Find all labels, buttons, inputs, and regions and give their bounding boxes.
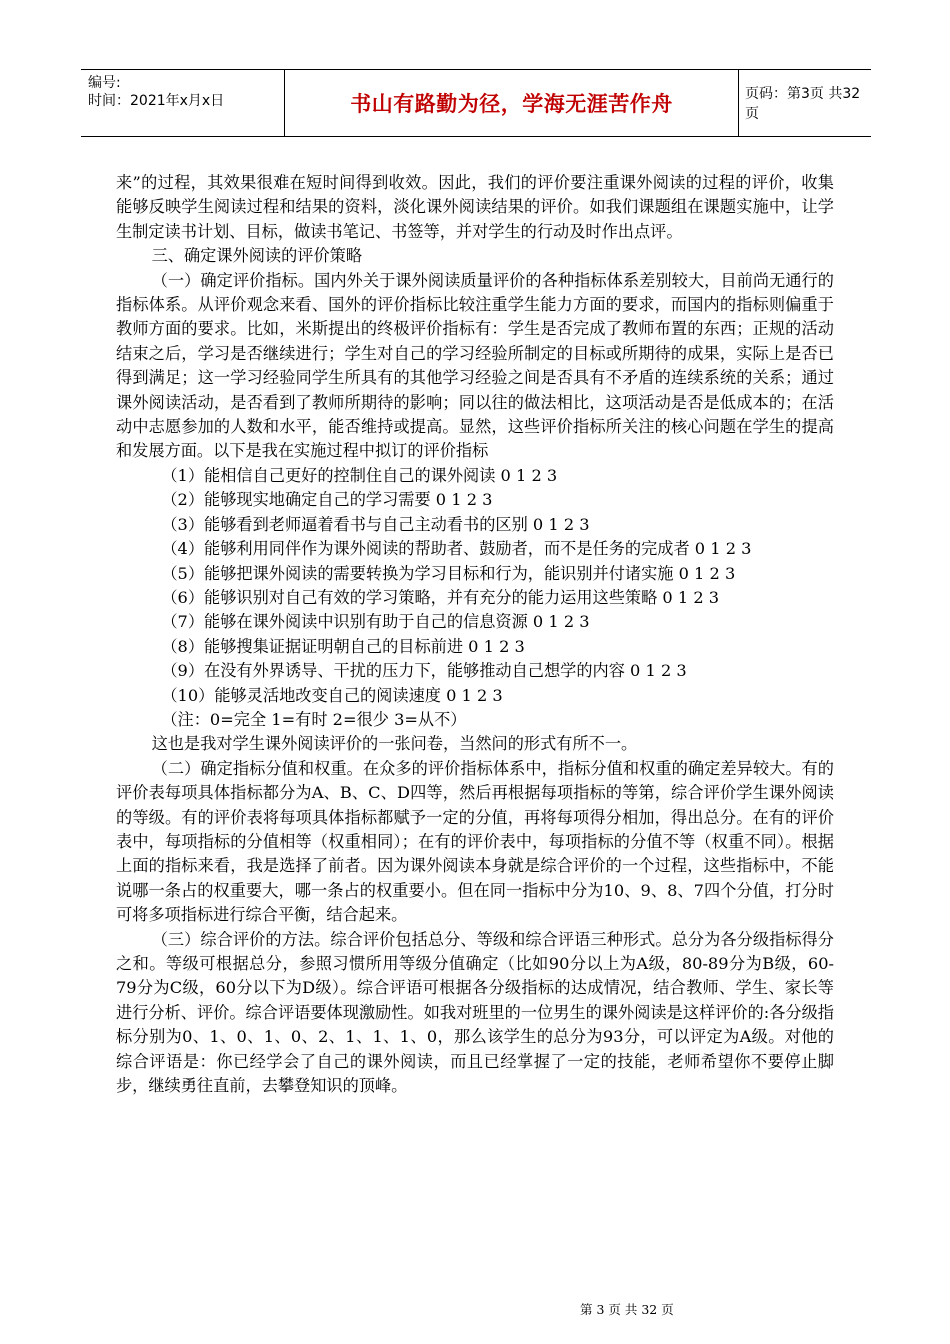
document-number-label: 编号: xyxy=(88,75,121,91)
document-body xyxy=(116,171,834,1098)
list-item: （6）能够识别对自己有效的学习策略，并有充分的能力运用这些策略 0 1 2 3 xyxy=(161,587,720,607)
list-item: （3）能够看到老师逼着看书与自己主动看书的区别 0 1 2 3 xyxy=(161,514,590,534)
list-item: （5）能够把课外阅读的需要转换为学习目标和行为，能识别并付诸实施 0 1 2 3 xyxy=(161,563,736,583)
paragraph: （二）确定指标分值和权重。在众多的评价指标体系中，指标分值和权重的确定差异较大。有的评价表每项具体指标都分为A、B、C、D四等，然后再根据每项指标的等第，综合评价学生课外阅读的等级。有的评价表将每项具体指标都赋予一定的分值，再将每项得分相加，得出总分。在有的评价表中，每项指标的分值相等（权重相同）；在有的评价表中，每项指标的分值不等（权重不同）。根据上面的指标来看，我是选择了前者。因为课外阅读本身就是综合评价的一个过程，这些指标中，不能说哪一条占的权重要大，哪一条占的权重要小。但在同一指标中分为10、9、8、7四个分值，打分时可将多项指标进行综合平衡，结合起来。 xyxy=(116,758,834,925)
section-heading: 三、确定课外阅读的评价策略 xyxy=(151,246,363,266)
list-item: （8）能够搜集证据证明朝自己的目标前进 0 1 2 3 xyxy=(161,636,525,656)
page-header xyxy=(81,69,871,137)
document-date: 时间：2021年x月x日 xyxy=(88,93,225,109)
list-item: （7）能够在课外阅读中识别有助于自己的信息资源 0 1 2 3 xyxy=(161,612,590,632)
paragraph: 来”的过程，其效果很难在短时间得到收效。因此，我们的评价要注重课外阅读的过程的评价，收集能够反映学生阅读过程和结果的资料，淡化课外阅读结果的评价。如我们课题组在课题实施中，让学生制定读书计划、目标，做读书笔记、书签等，并对学生的行动及时作出点评。 xyxy=(116,173,834,241)
header-meta xyxy=(81,70,285,136)
list-item: （9）在没有外界诱导、干扰的压力下，能够推动自己想学的内容 0 1 2 3 xyxy=(161,661,687,681)
list-item: （10）能够灵活地改变自己的阅读速度 0 1 2 3 xyxy=(161,685,503,705)
paragraph: （三）综合评价的方法。综合评价包括总分、等级和综合评语三种形式。总分为各分级指标得分之和。等级可根据总分，参照习惯所用等级分值确定（比如90分以上为A级，80-89分为B级，60-79分为C级，60分以下为D级）。综合评语可根据各分级指标的达成情况，结合教师、学生、家长等进行分析、评价。综合评语要体现激励性。如我对班里的一位男生的课外阅读是这样评价的:各分级指标分别为0、1、0、1、0、2、1、1、1、0，那么该学生的总分为93分，可以评定为A级。对他的综合评语是：你已经学会了自己的课外阅读，而且已经掌握了一定的技能，老师希望你不要停止脚步，继续勇往直前，去攀登知识的顶峰。 xyxy=(116,929,834,1096)
paragraph: （一）确定评价指标。国内外关于课外阅读质量评价的各种指标体系差别较大，目前尚无通行的指标体系。从评价观念来看、国外的评价指标比较注重学生能力方面的要求，而国内的指标则偏重于教师方面的要求。比如，米斯提出的终极评价指标有：学生是否完成了教师布置的东西；正规的活动结束之后，学习是否继续进行；学生对自己的学习经验所制定的目标或所期待的成果，实际上是否已得到满足；这一学习经验同学生所具有的其他学习经验之间是否具有不矛盾的连续系统的关系；通过课外阅读活动，是否看到了教师所期待的影响；同以往的做法相比，这项活动是否是低成本的；在活动中志愿参加的人数和水平，能否维持或提高。显然，这些评价指标所关注的核心问题在学生的提高和发展方面。以下是我在实施过程中拟订的评价指标 xyxy=(116,270,834,461)
list-item: （2）能够现实地确定自己的学习需要 0 1 2 3 xyxy=(161,490,493,510)
page-footer: 第 3 页 共 32 页 xyxy=(580,1302,674,1317)
list-item: （4）能够利用同伴作为课外阅读的帮助者、鼓励者，而不是任务的完成者 0 1 2 3 xyxy=(161,539,752,559)
header-page-info: 页码：第3页 共32页 xyxy=(745,86,861,122)
paragraph: 这也是我对学生课外阅读评价的一张问卷，当然问的形式有所不一。 xyxy=(151,734,638,754)
header-motto: 书山有路勤为径，学海无涯苦作舟 xyxy=(285,70,739,136)
note: （注：0=完全 1=有时 2=很少 3=从不） xyxy=(161,709,467,729)
list-item: （1）能相信自己更好的控制住自己的课外阅读 0 1 2 3 xyxy=(161,465,558,485)
